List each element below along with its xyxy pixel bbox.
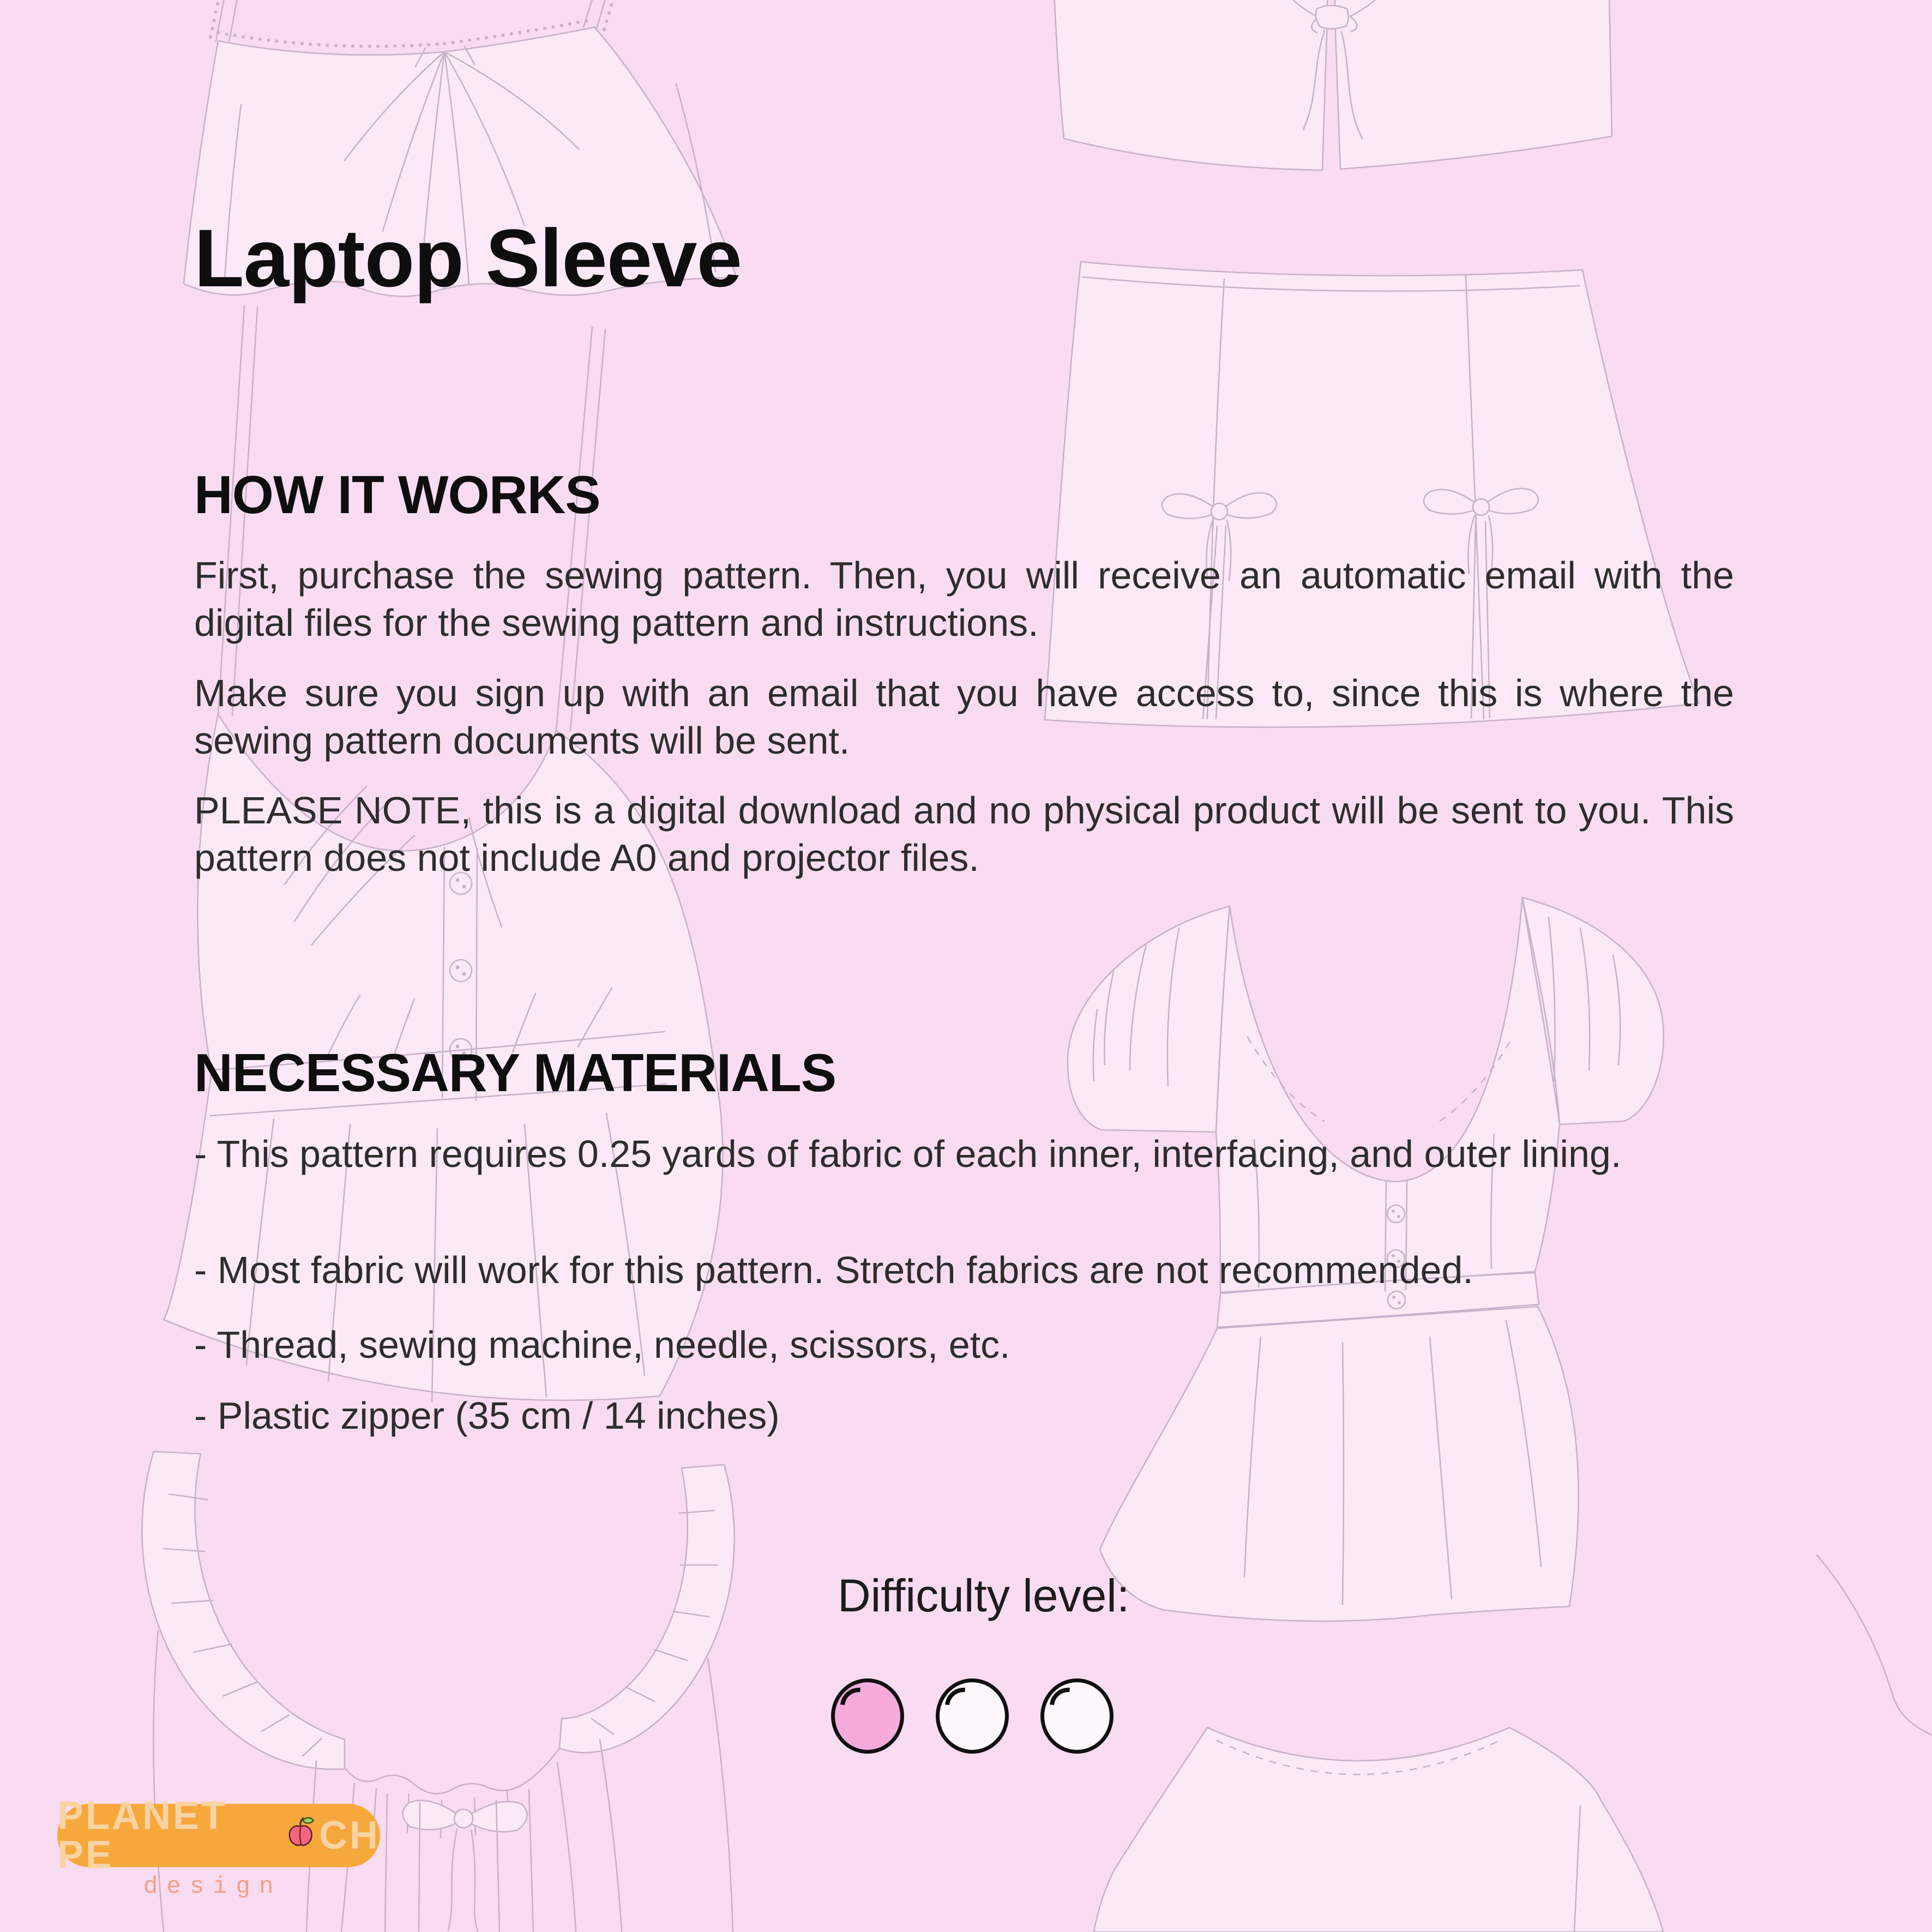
materials-item-tools: - Thread, sewing machine, needle, scissors, etc. (194, 1323, 1010, 1366)
peach-icon (286, 1814, 315, 1849)
brand-logo (57, 1794, 380, 1900)
materials-heading: NECESSARY MATERIALS (194, 1043, 836, 1103)
materials-item-fabric: - This pattern requires 0.25 yards of fabric of each inner, interfacing, and outer lining. (194, 1133, 1622, 1175)
tie-front-top-illustration (1042, 0, 1625, 180)
how-it-works-paragraph-3: PLEASE NOTE, this is a digital download and no physical product will be sent to you. This pattern does not include A0 and projector files. (194, 789, 1734, 879)
difficulty-dot-2 (936, 1678, 1009, 1754)
logo-text-left: PLANET PE (57, 1794, 227, 1877)
difficulty-label: Difficulty level: (838, 1570, 1130, 1621)
materials-item-zipper: - Plastic zipper (35 cm / 14 inches) (194, 1394, 780, 1437)
how-it-works-paragraph-1: First, purchase the sewing pattern. Then, you will receive an automatic email with the digital files for the sewing pattern and instructions. (194, 554, 1734, 644)
back-view-top-illustration (1091, 1543, 1932, 1932)
how-it-works-heading: HOW IT WORKS (194, 465, 600, 525)
materials-item-fabric-type: - Most fabric will work for this pattern. Stretch fabrics are not recommended. (194, 1249, 1473, 1291)
difficulty-dot-3 (1040, 1678, 1114, 1754)
logo-subtext: design (143, 1873, 282, 1900)
logo-text-right: CH (319, 1814, 380, 1857)
difficulty-dot-1 (831, 1678, 904, 1754)
page-title: Laptop Sleeve (194, 212, 742, 304)
difficulty-rating (831, 1678, 1114, 1754)
bow-slit-skirt-illustration (1025, 251, 1712, 742)
how-it-works-paragraph-2: Make sure you sign up with an email that you have access to, since this is where the sewing pattern documents will be sent. (194, 672, 1734, 762)
logo-blob (57, 1794, 380, 1877)
